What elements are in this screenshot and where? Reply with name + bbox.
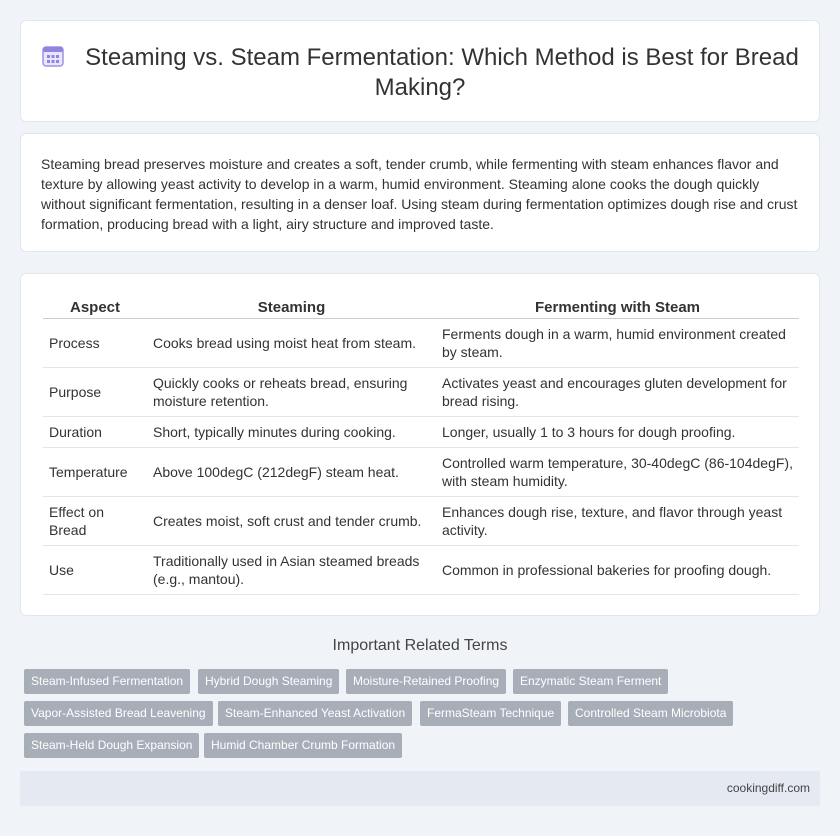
footer — [20, 771, 820, 806]
table-header-row — [43, 296, 799, 318]
intro-paragraph: Steaming bread preserves moisture and creates a soft, tender crumb, while fermenting with steam enhances flavor and texture by allowing yeast activity to develop in a warm, humid environment. Steaming alone cooks the dough quickly without significant fermentation, resulting in a denser loaf. Using steam during fermentation optimizes dough rise and crust formation, producing bread with a light, airy structure and improved taste. — [41, 156, 798, 232]
page-title-wrap — [21, 43, 819, 103]
comparison-card — [20, 273, 820, 616]
related-term-tag[interactable]: Controlled Steam Microbiota — [568, 701, 733, 726]
header-steaming: Steaming — [147, 296, 436, 318]
related-term-tag[interactable]: Steam-Infused Fermentation — [24, 669, 190, 694]
related-term-tag[interactable]: FermaSteam Technique — [420, 701, 561, 726]
cell-fermenting: Longer, usually 1 to 3 hours for dough proofing. — [436, 416, 799, 447]
cell-aspect: Effect on Bread — [43, 496, 147, 545]
related-term-tag[interactable]: Hybrid Dough Steaming — [198, 669, 339, 694]
cell-aspect: Use — [43, 545, 147, 594]
table-row — [43, 367, 799, 416]
header-aspect: Aspect — [43, 296, 147, 318]
cell-steaming: Quickly cooks or reheats bread, ensuring moisture retention. — [147, 367, 436, 416]
cell-fermenting: Common in professional bakeries for proofing dough. — [436, 545, 799, 594]
cell-steaming: Above 100degC (212degF) steam heat. — [147, 447, 436, 496]
related-term-tag[interactable]: Steam-Enhanced Yeast Activation — [218, 701, 412, 726]
related-term-tag[interactable]: Moisture-Retained Proofing — [346, 669, 506, 694]
calendar-icon — [41, 44, 65, 68]
cell-fermenting: Controlled warm temperature, 30-40degC (86-104degF), with steam humidity. — [436, 447, 799, 496]
page-title: Steaming vs. Steam Fermentation: Which Method is Best for Bread Making? — [85, 44, 799, 101]
cell-aspect: Process — [43, 318, 147, 367]
related-term-tag[interactable]: Steam-Held Dough Expansion — [24, 733, 199, 758]
related-term-tag[interactable]: Humid Chamber Crumb Formation — [204, 733, 402, 758]
table-row — [43, 318, 799, 367]
table-row — [43, 416, 799, 447]
related-terms-title: Important Related Terms — [332, 637, 508, 654]
title-card — [20, 20, 820, 122]
cell-fermenting: Enhances dough rise, texture, and flavor through yeast activity. — [436, 496, 799, 545]
cell-fermenting: Ferments dough in a warm, humid environment created by steam. — [436, 318, 799, 367]
intro-card — [20, 133, 820, 252]
comparison-table — [43, 296, 799, 595]
table-row — [43, 496, 799, 545]
cell-fermenting: Activates yeast and encourages gluten development for bread rising. — [436, 367, 799, 416]
related-term-tag[interactable]: Vapor-Assisted Bread Leavening — [24, 701, 213, 726]
cell-steaming: Cooks bread using moist heat from steam. — [147, 318, 436, 367]
cell-steaming: Short, typically minutes during cooking. — [147, 416, 436, 447]
cell-steaming: Creates moist, soft crust and tender crumb. — [147, 496, 436, 545]
cell-aspect: Temperature — [43, 447, 147, 496]
cell-steaming: Traditionally used in Asian steamed breads (e.g., mantou). — [147, 545, 436, 594]
cell-aspect: Duration — [43, 416, 147, 447]
table-row — [43, 545, 799, 594]
cell-aspect: Purpose — [43, 367, 147, 416]
related-term-tag[interactable]: Enzymatic Steam Ferment — [513, 669, 668, 694]
header-fermenting: Fermenting with Steam — [436, 296, 799, 318]
footer-site-link[interactable]: cookingdiff.com — [726, 781, 810, 795]
table-row — [43, 447, 799, 496]
